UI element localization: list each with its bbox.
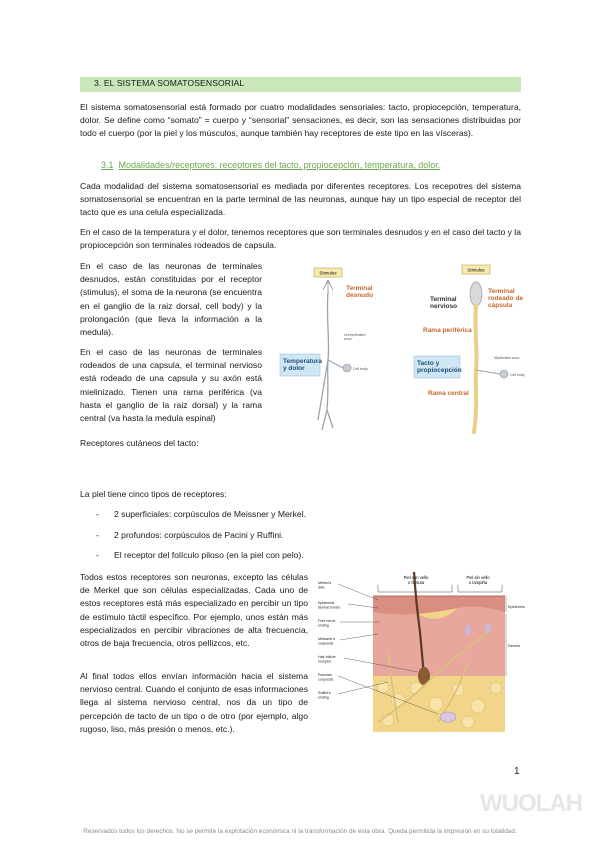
skin-label: Epidermal-dermal border xyxy=(318,601,341,610)
capsule-ellipse xyxy=(470,282,482,306)
paragraph-free-endings: En el caso de las neuronas de terminales desnudos, están constituidas por el receptor (stimulus), el soma de la neurona (se encuentra en el ganglio de la raiz dorsal, cell body) y la prolongación (que lleva la información a la medula). xyxy=(80,261,262,338)
bullet-dash: - xyxy=(96,550,99,560)
paragraph-neurons: Todos estos receptores son neuronas, excepto las células de Merkel que son células especializadas. Cada uno de estos receptores está más especializado en percibir un tipo de estímulo táctil específico. Por ejemplo, unos están más especializados en percibir vibraciones de alta frecuencia, otros de baja frecuencia, otros pellizcos, etc. xyxy=(80,572,308,649)
glabrous-skin-label: Piel sin vello o lampiña xyxy=(466,575,490,585)
unmyelinated-label: Unmyelinated axon xyxy=(344,333,366,341)
bullet-item: 2 profundos: corpúsculos de Pacini y Ruffini. xyxy=(114,530,284,540)
stimulus-label-left: Stimulus xyxy=(319,270,337,276)
pacinian-corpuscle xyxy=(440,712,456,722)
hairy-skin-label: Piel con vello o hirsuta xyxy=(403,575,429,585)
subsection-title xyxy=(101,160,440,170)
section-title: 3. EL SISTEMA SOMATOSENSORIAL xyxy=(94,78,245,88)
temp-pain-label: Temperatura y dolor xyxy=(283,358,322,372)
cell-body-left xyxy=(343,364,351,372)
cell-body-right xyxy=(500,370,508,378)
watermark-logo: WUOLAH xyxy=(480,790,582,817)
cell-body-label-left: Cell body xyxy=(353,367,368,371)
cell-body-label-right: Cell body xyxy=(510,373,525,377)
skin-label: Ruffini's ending xyxy=(318,691,331,700)
touch-prop-label: Tacto y propiocepción xyxy=(417,360,462,374)
bullet-dash: - xyxy=(96,509,99,519)
bullet-dash: - xyxy=(96,530,99,540)
meissner-corpuscle xyxy=(465,625,471,635)
stimulus-label-right: Stimulus xyxy=(467,267,485,273)
myelinated-axon-right xyxy=(474,306,477,432)
intro-paragraph: El sistema somatosensorial está formado por cuatro modalidades sensoriales: tacto, propiocepción, temperatura, dolor. Se define como “somato” = cuerpo y “sensorial” sensaciones, es decir, son las sensaciones distribuidas por todo el cuerpo (por la piel y los músculos, aunque también hay receptores de este tipo en las vísceras). xyxy=(80,102,521,139)
dermis-label: Dermis xyxy=(508,644,521,648)
paragraph-cns: Al final todos ellos envían información hacia el sistema nervioso central. Cuando el conjunto de esas informaciones llega al sistema nervioso central, nos da un tipo de percepción de tacto de un tipo o de otro (por ejemplo, algo rugoso, liso, más presión o menos, etc.). xyxy=(80,671,308,734)
skin-figure xyxy=(318,572,525,734)
bullet-item: 2 superficiales: corpúsculos de Meissner y Merkel. xyxy=(114,509,307,519)
page-number: 1 xyxy=(514,766,520,777)
bullet-item: El receptor del folículo piloso (en la piel con pelo). xyxy=(114,550,304,560)
skin-label: Pacinian corpuscle xyxy=(318,673,334,682)
paragraph-temperature: En el caso de la temperatura y el dolor, tenemos receptores que son terminales desnudos y en el caso del tacto y la propiocepción son terminales rodeados de capsula. xyxy=(80,227,521,251)
peripheral-branch-label: Rama periférica xyxy=(423,327,472,334)
skin-label: Meissner's corpuscle xyxy=(318,637,336,646)
subsection-number: 3.1 xyxy=(101,160,114,170)
neuron-figure xyxy=(278,260,530,436)
paragraph-cutaneous: Receptores cutáneos del tacto: xyxy=(80,438,199,448)
epidermis-label: Epidermis xyxy=(508,605,525,609)
paragraph-capsule-endings: En el caso de las neuronas de terminales rodeados de una capsula, el terminal nervioso está rodeado de una capsula y su axón está mielinizado. Tienen una rama periférica (va hasta el ganglio de la raiz dorsal) y la rama central (va hasta la medula espinal) xyxy=(80,347,262,424)
central-branch-label: Rama central xyxy=(428,390,469,397)
free-ending-label: Terminal desnudo xyxy=(346,285,374,299)
capsule-label: Terminal rodeado de cápsula xyxy=(488,288,524,309)
footer-notice: Reservados todos los derechos. No se permite la explotación económica ni la transformación de esta obra. Queda permitida la impresión en su totalidad. xyxy=(83,828,517,835)
skin-label: Merkel's disk xyxy=(318,581,332,590)
skin-label: Free nerve ending xyxy=(318,619,336,628)
subsection-text: Modalidades/receptores: receptores del tacto, propiocepción, temperatura, dolor. xyxy=(118,160,441,170)
paragraph-skin-types: La piel tiene cinco tipos de receptores: xyxy=(80,489,227,499)
skin-label: Hair follicle receptor xyxy=(318,655,336,664)
paragraph-receptors: Cada modalidad del sistema somatosensorial es mediada por diferentes receptores. Los recepotres del sistema somatosensorial se encuentran en la parte terminal de las neuronas, aunque hay un tipo especial de receptor del tacto que es una celula especializada. xyxy=(80,181,521,218)
myelinated-label: Myelinated axon xyxy=(494,356,520,360)
terminal-nervioso-label: Terminal nervioso xyxy=(430,296,458,310)
